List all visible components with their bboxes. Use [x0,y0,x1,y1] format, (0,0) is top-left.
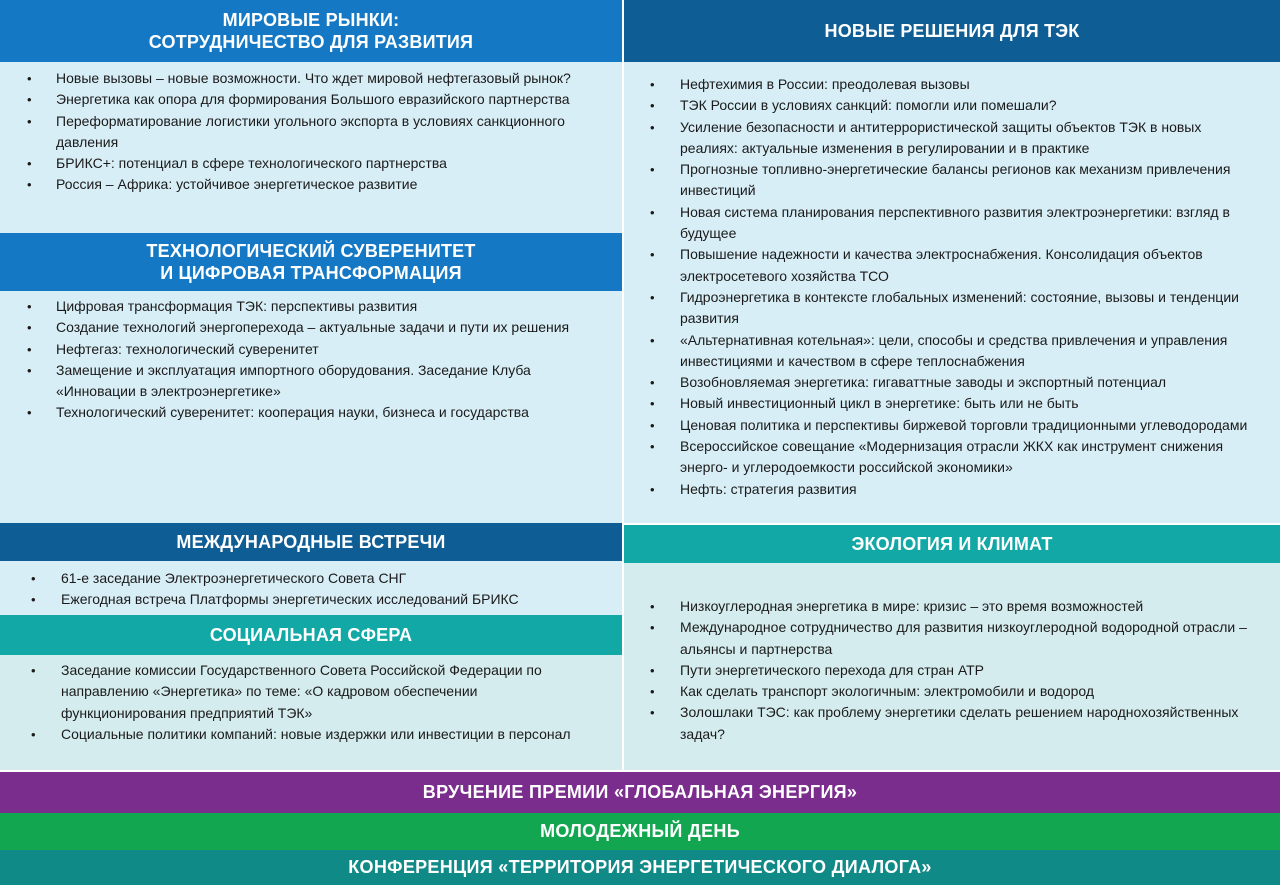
list-item: • ТЭК России в условиях санкций: помогли или помешали? [624,95,1262,116]
tech-sovereignty-list [0,296,602,424]
tech-sovereignty-title-line2: И ЦИФРОВАЯ ТРАНСФОРМАЦИЯ [160,263,462,283]
list-item: • Цифровая трансформация ТЭК: перспективы развития [0,296,602,317]
list-item: • Технологический суверенитет: кооперация науки, бизнеса и государства [0,402,602,423]
list-item: • Социальные политики компаний: новые издержки или инвестиции в персонал [0,724,602,745]
list-item: • Усиление безопасности и антитеррористической защиты объектов ТЭК в новых реалиях: актуальные изменения в регулировании и в практике [624,117,1262,160]
world-markets-title-line1: МИРОВЫЕ РЫНКИ: [222,10,400,30]
new-solutions-list [624,74,1262,500]
list-item: • Замещение и эксплуатация импортного оборудования. Заседание Клуба «Инновации в электроэнергетике» [0,360,602,403]
ecology-body [624,563,1280,770]
social-sphere-list [0,660,602,745]
list-item: • Энергетика как опора для формирования Большого евразийского партнерства [0,89,602,110]
new-solutions-body [624,62,1280,523]
ecology-title: ЭКОЛОГИЯ И КЛИМАТ [851,534,1053,554]
tech-sovereignty-title-line1: ТЕХНОЛОГИЧЕСКИЙ СУВЕРЕНИТЕТ [146,241,476,261]
social-sphere-title: СОЦИАЛЬНАЯ СФЕРА [209,625,413,645]
list-item: • «Альтернативная котельная»: цели, способы и средства привлечения и управления инвестициями и качеством в сфере теплоснабжения [624,330,1262,373]
list-item: • Новый инвестиционный цикл в энергетике: быть или не быть [624,393,1262,414]
ecology-list [624,596,1262,745]
tech-sovereignty-header [0,233,622,291]
list-item: • Новые вызовы – новые возможности. Что ждет мировой нефтегазовый рынок? [0,68,602,89]
international-meetings-title: МЕЖДУНАРОДНЫЕ ВСТРЕЧИ [176,532,446,552]
world-markets-header [0,0,622,62]
list-item: • Гидроэнергетика в контексте глобальных изменений: состояние, вызовы и тенденции развития [624,287,1262,330]
list-item: • Ценовая политика и перспективы биржевой торговли традиционными углеводородами [624,415,1262,436]
list-item: • Как сделать транспорт экологичным: электромобили и водород [624,681,1262,702]
list-item: • Нефть: стратегия развития [624,479,1262,500]
new-solutions-title: НОВЫЕ РЕШЕНИЯ ДЛЯ ТЭК [824,21,1080,41]
world-markets-list [0,68,602,196]
international-meetings-list [0,568,602,611]
list-item: • Международное сотрудничество для развития низкоуглеродной водородной отрасли – альянсы и партнерства [624,617,1262,660]
list-item: • БРИКС+: потенциал в сфере технологического партнерства [0,153,602,174]
list-item: • Нефтегаз: технологический суверенитет [0,339,602,360]
youth-day-band [0,813,1280,850]
list-item: • Нефтехимия в России: преодолевая вызовы [624,74,1262,95]
social-sphere-header [0,615,622,655]
conference-band [0,850,1280,885]
list-item: • Возобновляемая энергетика: гигаваттные заводы и экспортный потенциал [624,372,1262,393]
list-item: • Низкоуглеродная энергетика в мире: кризис – это время возможностей [624,596,1262,617]
conference-band-label: КОНФЕРЕНЦИЯ «ТЕРРИТОРИЯ ЭНЕРГЕТИЧЕСКОГО ДИАЛОГА» [348,857,932,877]
list-item: • Россия – Африка: устойчивое энергетическое развитие [0,174,602,195]
award-band [0,772,1280,813]
list-item: • Ежегодная встреча Платформы энергетических исследований БРИКС [0,589,602,610]
world-markets-body [0,62,622,233]
list-item: • Повышение надежности и качества электроснабжения. Консолидация объектов электросетевого хозяйства ТСО [624,244,1262,287]
list-item: • Золошлаки ТЭС: как проблему энергетики сделать решением народнохозяйственных задач? [624,702,1262,745]
list-item: • 61-е заседание Электроэнергетического Совета СНГ [0,568,602,589]
ecology-header [624,525,1280,563]
award-band-label: ВРУЧЕНИЕ ПРЕМИИ «ГЛОБАЛЬНАЯ ЭНЕРГИЯ» [422,782,858,802]
international-meetings-body [0,561,622,615]
list-item: • Пути энергетического перехода для стран АТР [624,660,1262,681]
list-item: • Новая система планирования перспективного развития электроэнергетики: взгляд в будущее [624,202,1262,245]
world-markets-title-line2: СОТРУДНИЧЕСТВО ДЛЯ РАЗВИТИЯ [148,32,474,52]
international-meetings-header [0,523,622,561]
tech-sovereignty-body [0,291,622,523]
list-item: • Всероссийское совещание «Модернизация отрасли ЖКХ как инструмент снижения энерго- и углеродоемкости российской экономики» [624,436,1262,479]
list-item: • Заседание комиссии Государственного Совета Российской Федерации по направлению «Энергетика» по теме: «О кадровом обеспечении функционирования предприятий ТЭК» [0,660,602,724]
youth-day-band-label: МОЛОДЕЖНЫЙ ДЕНЬ [540,821,740,841]
list-item: • Создание технологий энергоперехода – актуальные задачи и пути их решения [0,317,602,338]
social-sphere-body [0,655,622,770]
list-item: • Прогнозные топливно-энергетические балансы регионов как механизм привлечения инвестиций [624,159,1262,202]
new-solutions-header [624,0,1280,62]
list-item: • Переформатирование логистики угольного экспорта в условиях санкционного давления [0,111,602,154]
